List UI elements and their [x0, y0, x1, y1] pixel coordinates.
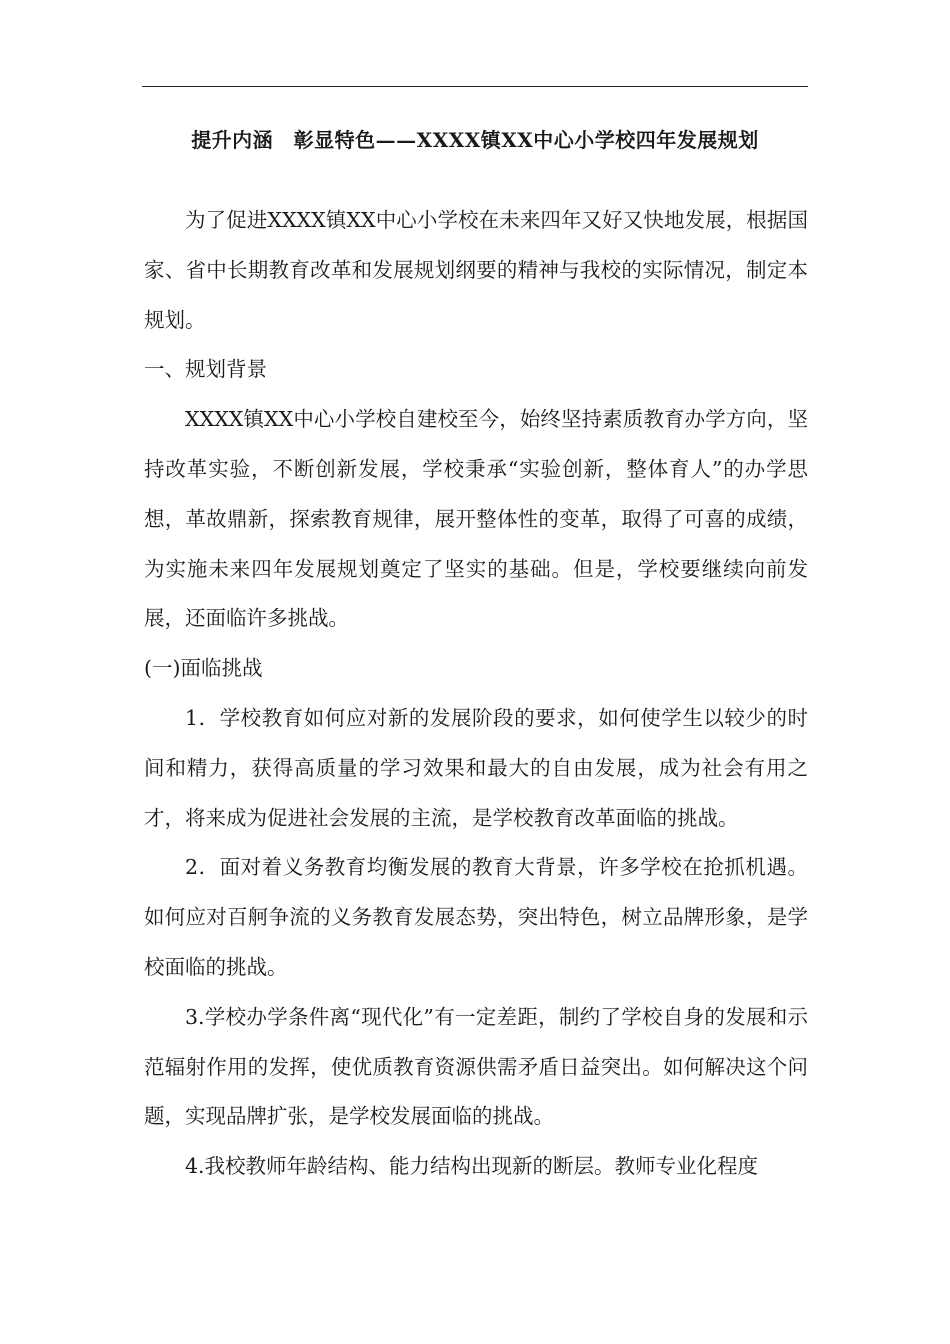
subsection-heading-challenges: (一)面临挑战 — [144, 656, 263, 681]
challenge-item-1: 1．学校教育如何应对新的发展阶段的要求，如何使学生以较少的时间和精力，获得高质量的学习效果和最大的自由发展，成为社会有用之才，将来成为促进社会发展的主流，是学校教育改革面临的挑战。 — [144, 705, 808, 830]
intro-paragraph: 为了促进XXXX镇XX中心小学校在未来四年又好又快地发展，根据国家、省中长期教育改革和发展规划纲要的精神与我校的实际情况，制定本规划。 — [144, 208, 808, 332]
background-paragraph: XXXX镇XX中心小学校自建校至今，始终坚持素质教育办学方向，坚持改革实验，不断创新发展，学校秉承“实验创新，整体育人”的办学思想，革故鼎新，探索教育规律，展开整体性的变革，取得了可喜的成绩，为实施未来四年发展规划奠定了坚实的基础。但是，学校要继续向前发展，还面临许多挑战。 — [144, 407, 808, 631]
section-heading-background: 一、规划背景 — [144, 357, 267, 382]
header-rule — [142, 86, 808, 87]
challenge-item-3: 3.学校办学条件离“现代化”有一定差距，制约了学校自身的发展和示范辐射作用的发挥，使优质教育资源供需矛盾日益突出。如何解决这个问题，实现品牌扩张，是学校发展面临的挑战。 — [144, 1004, 808, 1129]
challenge-item-2: 2．面对着义务教育均衡发展的教育大背景，许多学校在抢抓机遇。如何应对百舸争流的义务教育发展态势，突出特色，树立品牌形象，是学校面临的挑战。 — [144, 855, 808, 979]
document-body — [144, 196, 808, 1192]
document-title: 提升内涵 彰显特色——XXXX镇XX中心小学校四年发展规划 — [191, 128, 759, 152]
challenge-item-4: 4.我校教师年龄结构、能力结构出现新的断层。教师专业化程度 — [185, 1154, 759, 1179]
